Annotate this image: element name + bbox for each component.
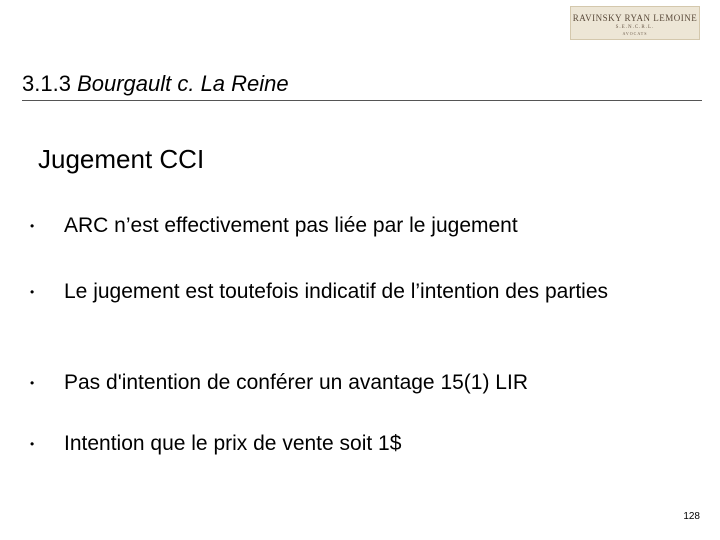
logo-firm-suffix: S.E.N.C.R.L. [615,25,655,30]
bullet-text: Le jugement est toutefois indicatif de l’intention des parties [64,280,609,303]
bullet-marker: • [30,437,35,451]
bullet-marker: • [30,219,35,233]
bullet-item [30,212,690,240]
logo-firm-name: RAVINSKY RYAN LEMOINE [572,13,698,23]
bullet-marker: • [30,285,35,299]
bullet-text: Intention que le prix de vente soit 1$ [64,432,402,455]
bullet-marker: • [30,376,35,390]
title-case-name: Bourgault c. La Reine [77,71,289,96]
bullet-text: ARC n’est effectivement pas liée par le jugement [64,214,518,237]
bullet-item [30,278,690,306]
bullet-text: Pas d'intention de conférer un avantage 15(1) LIR [64,371,528,394]
slide-subtitle: Jugement CCI [38,144,205,174]
bullet-item [30,430,690,458]
title-section-number: 3.1.3 [22,71,71,96]
bullet-item [30,369,690,397]
page-number: 128 [683,511,700,522]
logo-firm-descriptor: AVOCATS [622,31,648,36]
